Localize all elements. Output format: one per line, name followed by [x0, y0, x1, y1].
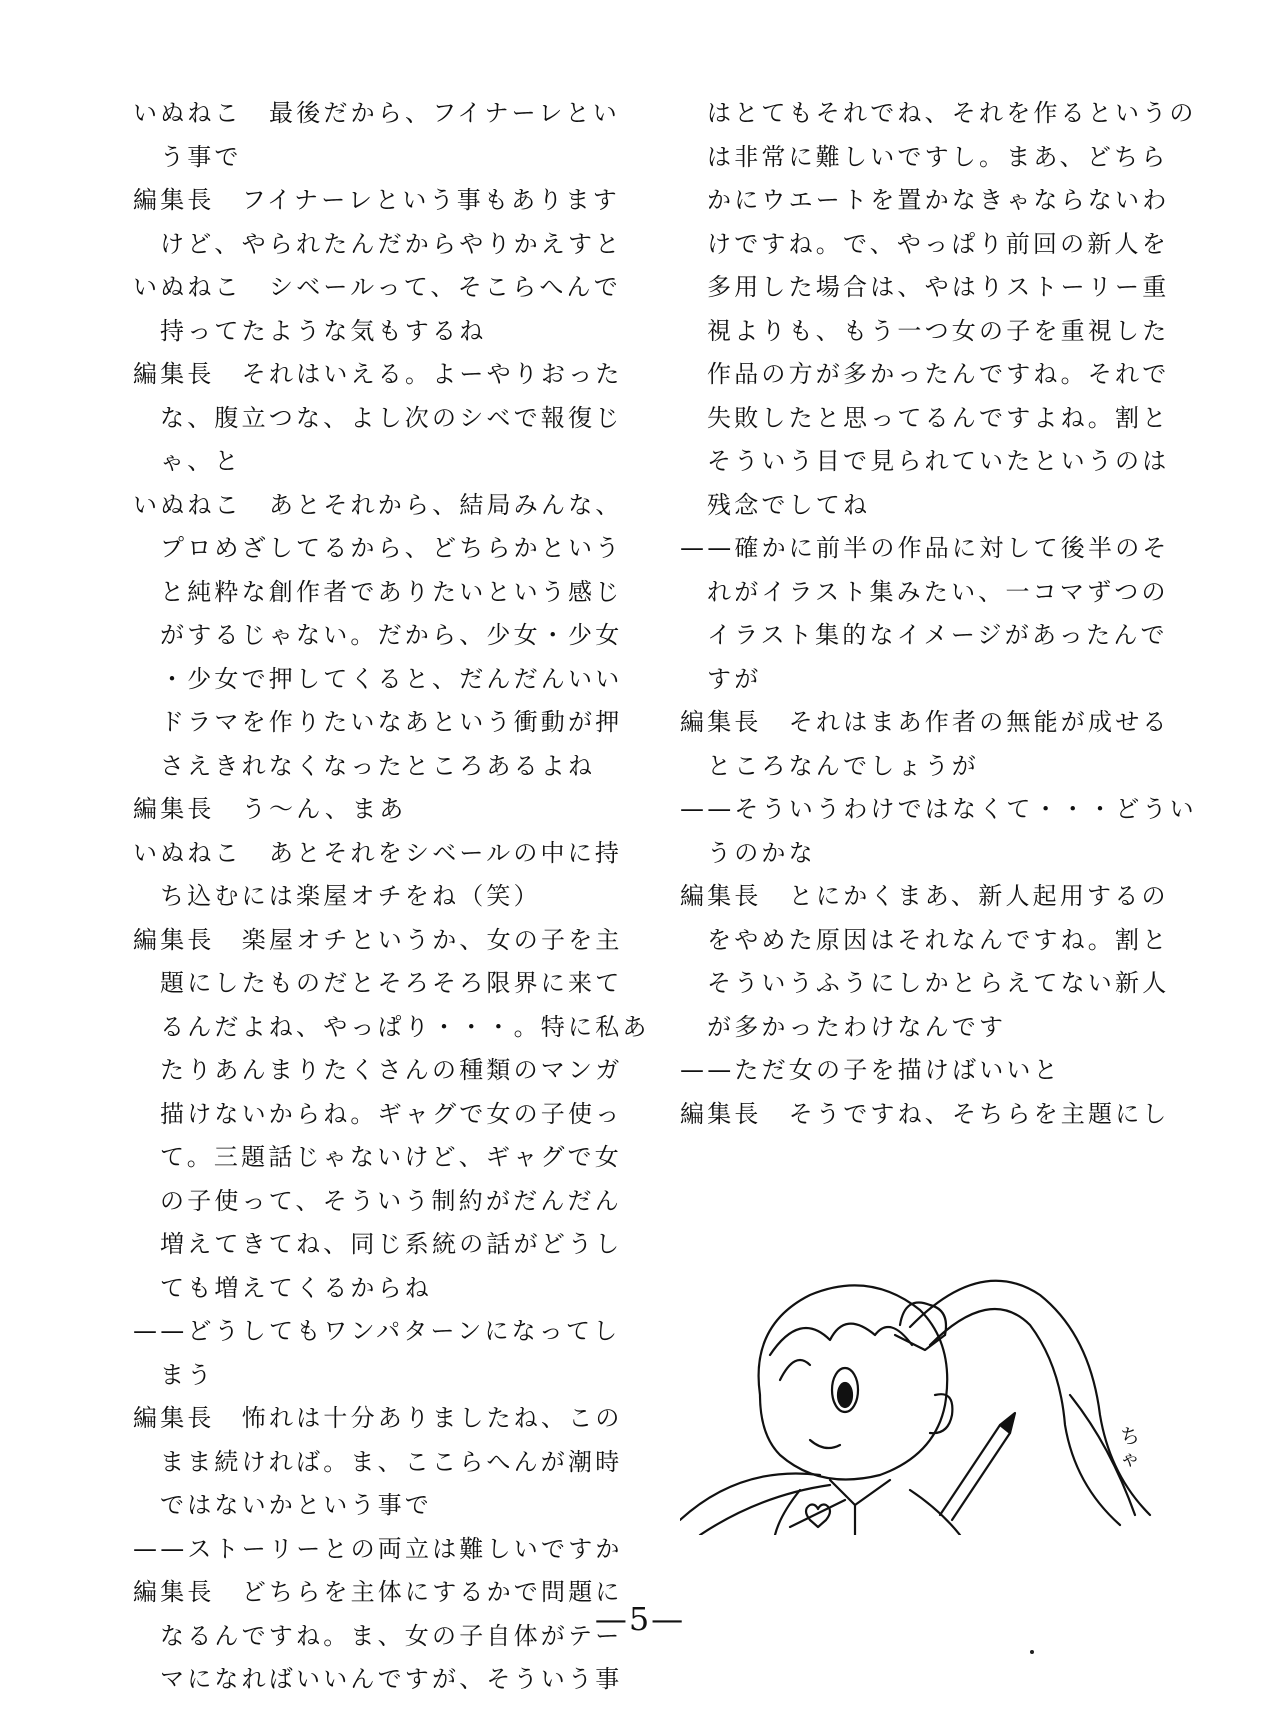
text-line: 編集長 どちらを主体にするかで問題に: [133, 1578, 623, 1606]
text-line: うのかな: [707, 838, 816, 867]
text-line: う事で: [160, 142, 242, 171]
text-line: そういう目で見られていたというのは: [707, 447, 1170, 475]
text-line: ではないかという事で: [160, 1491, 432, 1519]
text-line: けですね。で、やっぱり前回の新人を: [707, 229, 1169, 258]
text-line: て。三題話じゃないけど、ギャグで女: [160, 1143, 622, 1171]
text-line: たりあんまりたくさんの種類のマンガ: [160, 1056, 623, 1084]
text-line: 持ってたような気もするね: [160, 316, 487, 345]
text-line: 編集長 う〜ん、まあ: [133, 795, 407, 823]
text-line: さえきれなくなったところあるよね: [160, 751, 596, 780]
right-text-column: [680, 92, 1197, 1136]
text-line: なるんですね。ま、女の子自体がテー: [160, 1621, 623, 1650]
text-line: れがイラスト集みたい、一コマずつの: [707, 577, 1169, 606]
text-line: かにウエートを置かなきゃならないわ: [707, 186, 1170, 214]
text-line: がするじゃない。だから、少女・少女: [160, 621, 623, 649]
text-line: ——そういうわけではなくて・・・どうい: [680, 795, 1197, 823]
text-line: ——どうしてもワンパターンになってし: [133, 1317, 621, 1345]
text-line: すが: [707, 664, 762, 693]
text-line: まま続ければ。ま、ここらへんが潮時: [160, 1447, 623, 1476]
text-line: いぬねこ シベールって、そこらへんで: [133, 273, 621, 301]
text-line: ゃ、と: [160, 447, 242, 475]
text-line: の子使って、そういう制約がだんだん: [160, 1186, 622, 1215]
text-line: ・少女で押してくると、だんだんいい: [160, 664, 623, 693]
text-line: 編集長 そうですね、そちらを主題にし: [680, 1099, 1170, 1128]
artist-signature: ちゃ: [1120, 1424, 1140, 1470]
text-line: をやめた原因はそれなんですね。割と: [707, 925, 1170, 954]
page-number: —5—: [594, 1600, 686, 1638]
text-line: と純粋な創作者でありたいという感じ: [160, 577, 623, 606]
text-line: けど、やられたんだからやりかえすと: [160, 229, 623, 258]
text-line: そういうふうにしかとらえてない新人: [707, 969, 1170, 997]
text-line: 作品の方が多かったんですね。それで: [707, 360, 1170, 388]
text-line: 編集長 怖れは十分ありましたね、この: [133, 1404, 623, 1432]
text-line: イラスト集的なイメージがあったんで: [707, 621, 1168, 649]
character-illustration: [680, 1095, 1180, 1535]
text-line: 題にしたものだとそろそろ限界に来て: [160, 969, 623, 997]
text-line: ——ストーリーとの両立は難しいですか: [133, 1534, 623, 1563]
text-line: マになればいいんですが、そういう事: [160, 1665, 623, 1693]
text-line: 編集長 それはまあ作者の無能が成せる: [680, 708, 1170, 736]
text-line: 増えてきてね、同じ系統の話がどうし: [160, 1230, 623, 1258]
text-line: いぬねこ あとそれから、結局みんな、: [133, 490, 623, 519]
text-line: は非常に難しいですし。まあ、どちら: [707, 142, 1169, 171]
text-line: ても増えてくるからね: [160, 1273, 432, 1302]
text-line: ところなんでしょうが: [707, 751, 979, 780]
text-line: が多かったわけなんです: [707, 1012, 1007, 1041]
text-line: 編集長 フイナーレという事もあります: [133, 186, 620, 214]
text-line: 描けないからね。ギャグで女の子使っ: [160, 1099, 623, 1128]
text-line: 編集長 それはいえる。よーやりおった: [133, 360, 623, 388]
text-line: るんだよね、やっぱり・・・。特に私あ: [160, 1012, 650, 1041]
text-line: ——ただ女の子を描けばいいと: [680, 1056, 1061, 1084]
text-line: ち込むには楽屋オチをね（笑）: [160, 882, 541, 910]
girl-drawing: [680, 1095, 1180, 1535]
text-line: な、腹立つな、よし次のシベで報復じ: [160, 403, 623, 432]
text-line: まう: [160, 1360, 215, 1389]
text-line: 編集長 とにかくまあ、新人起用するの: [680, 882, 1169, 910]
text-line: プロめざしてるから、どちらかという: [160, 534, 623, 562]
text-line: 多用した場合は、やはりストーリー重: [707, 273, 1170, 301]
text-line: 編集長 楽屋オチというか、女の子を主: [133, 925, 623, 954]
left-text-column: [133, 92, 650, 1702]
text-line: ——確かに前半の作品に対して後半のそ: [680, 534, 1170, 562]
text-line: はとてもそれでね、それを作るというの: [707, 99, 1197, 127]
text-line: 残念でしてね: [707, 490, 871, 519]
text-line: いぬねこ 最後だから、フイナーレとい: [133, 99, 620, 127]
text-line: ドラマを作りたいなあという衝動が押: [160, 708, 623, 736]
scan-speck: [1030, 1650, 1034, 1654]
text-line: 視よりも、もう一つ女の子を重視した: [707, 316, 1170, 345]
text-line: 失敗したと思ってるんですよね。割と: [707, 403, 1170, 432]
text-line: いぬねこ あとそれをシベールの中に持: [133, 838, 623, 867]
